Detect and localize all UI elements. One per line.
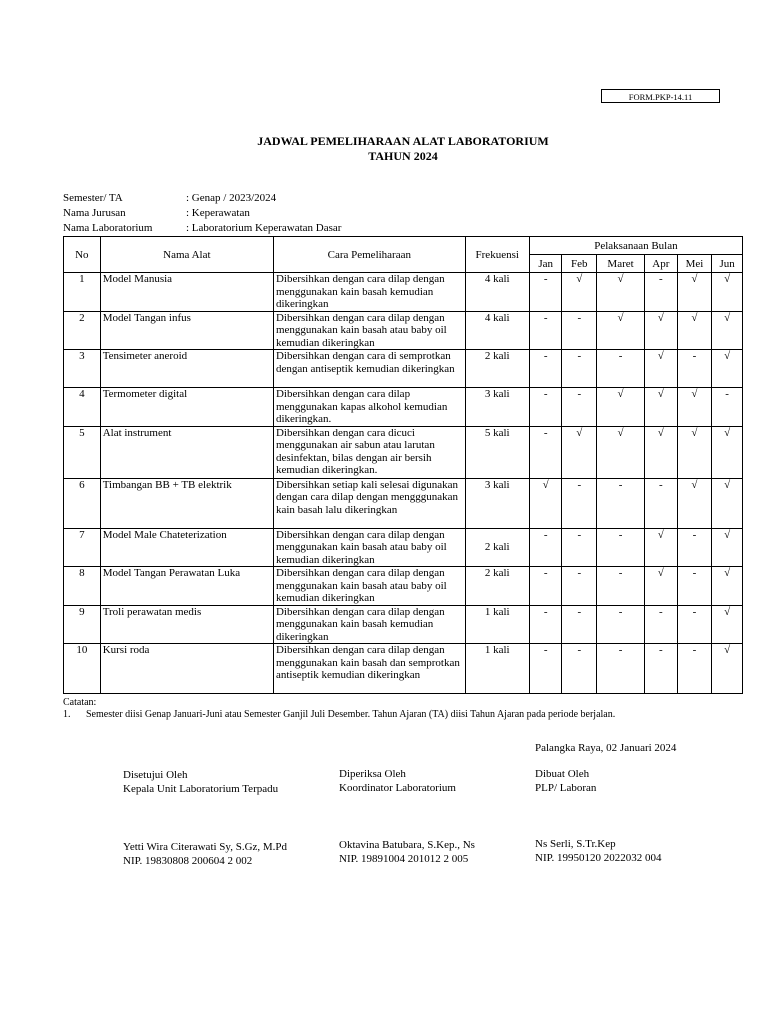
signature-checker [339, 767, 456, 795]
row-nama-alat: Model Tangan Perawatan Luka [100, 567, 273, 606]
row-frekuensi: 4 kali [465, 311, 529, 350]
table-row [64, 528, 743, 567]
signature-role: Dibuat Oleh [535, 768, 590, 780]
row-no: 1 [64, 273, 101, 312]
row-cara-pemeliharaan: Dibersihkan dengan cara dilap dengan menggunakan kain basah atau baby oil kemudian dikeringkan [273, 311, 465, 350]
row-month-status: √ [677, 388, 712, 427]
row-month-status: - [529, 426, 562, 478]
row-month-status: - [529, 644, 562, 694]
row-cara-pemeliharaan: Dibersihkan dengan cara di semprotkan dengan antiseptik kemudian dikeringkan [273, 350, 465, 388]
signature-name: Oktavina Batubara, S.Kep., Ns [339, 839, 475, 851]
header-no: No [64, 237, 101, 273]
signature-nip: NIP. 19830808 200604 2 002 [123, 855, 253, 867]
row-month-status: √ [597, 273, 645, 312]
row-frekuensi: 3 kali [465, 478, 529, 528]
row-month-status: - [562, 478, 597, 528]
info-label: Nama Jurusan [63, 207, 126, 219]
table-row [64, 567, 743, 606]
row-month-status: √ [712, 567, 743, 606]
row-nama-alat: Alat instrument [100, 426, 273, 478]
signature-position: PLP/ Laboran [535, 782, 597, 794]
info-value: : Keperawatan [186, 207, 250, 219]
row-no: 7 [64, 528, 101, 567]
row-month-status: √ [712, 426, 743, 478]
table-row [64, 350, 743, 388]
row-month-status: - [597, 644, 645, 694]
header-month: Maret [597, 255, 645, 273]
row-month-status: - [677, 644, 712, 694]
row-month-status: - [562, 644, 597, 694]
notes-item-number: 1. [63, 709, 71, 720]
row-month-status: - [712, 388, 743, 427]
row-frekuensi: 2 kali [465, 528, 529, 567]
row-month-status: - [562, 567, 597, 606]
row-month-status: √ [677, 478, 712, 528]
row-no: 6 [64, 478, 101, 528]
notes-item [63, 709, 615, 720]
row-cara-pemeliharaan: Dibersihkan dengan cara dilap dengan menggunakan kain basah dan semprotkan antiseptik kemudian dikeringkan [273, 644, 465, 694]
row-month-status: - [562, 605, 597, 644]
row-month-status: √ [645, 426, 678, 478]
row-month-status: - [597, 478, 645, 528]
row-frekuensi: 2 kali [465, 350, 529, 388]
header-month: Jan [529, 255, 562, 273]
row-month-status: √ [712, 350, 743, 388]
header-cara: Cara Pemeliharaan [273, 237, 465, 273]
row-month-status: - [645, 605, 678, 644]
notes-heading: Catatan: [63, 697, 97, 708]
row-month-status: - [562, 311, 597, 350]
row-nama-alat: Timbangan BB + TB elektrik [100, 478, 273, 528]
row-month-status: - [645, 273, 678, 312]
maintenance-schedule-table [63, 236, 743, 694]
header-month: Feb [562, 255, 597, 273]
table-row [64, 426, 743, 478]
row-month-status: - [597, 528, 645, 567]
signature-role: Disetujui Oleh [123, 769, 188, 781]
document-title: JADWAL PEMELIHARAAN ALAT LABORATORIUM [257, 134, 549, 148]
row-month-status: √ [645, 567, 678, 606]
row-month-status: - [562, 350, 597, 388]
row-month-status: √ [712, 273, 743, 312]
row-month-status: - [645, 478, 678, 528]
row-month-status: √ [712, 478, 743, 528]
signature-nip: NIP. 19891004 201012 2 005 [339, 853, 469, 865]
document-year: TAHUN 2024 [368, 149, 438, 163]
signature-nip: NIP. 19950120 2022032 004 [535, 852, 662, 864]
row-month-status: - [529, 388, 562, 427]
info-value: : Laboratorium Keperawatan Dasar [186, 222, 342, 234]
row-month-status: √ [712, 605, 743, 644]
row-no: 4 [64, 388, 101, 427]
table-row [64, 478, 743, 528]
row-month-status: √ [562, 273, 597, 312]
row-month-status: √ [645, 528, 678, 567]
row-month-status: - [677, 605, 712, 644]
row-month-status: - [597, 567, 645, 606]
notes-item-text: Semester diisi Genap Januari-Juni atau Semester Ganjil Juli Desember. Tahun Ajaran (TA) diisi Tahun Ajaran pada periode berjalan. [86, 709, 616, 720]
table-row [64, 605, 743, 644]
header-month: Apr [645, 255, 678, 273]
row-cara-pemeliharaan: Dibersihkan dengan cara dilap dengan menggunakan kain basah atau baby oil kemudian dikeringkan [273, 528, 465, 567]
row-frekuensi: 1 kali [465, 644, 529, 694]
row-month-status: √ [597, 311, 645, 350]
row-no: 9 [64, 605, 101, 644]
header-frekuensi: Frekuensi [465, 237, 529, 273]
row-month-status: - [677, 528, 712, 567]
signature-maker [535, 767, 596, 795]
row-nama-alat: Model Manusia [100, 273, 273, 312]
row-cara-pemeliharaan: Dibersihkan dengan cara dilap menggunakan kapas alkohol kemudian dikeringkan. [273, 388, 465, 427]
info-value: : Genap / 2023/2024 [186, 192, 277, 204]
row-month-status: - [677, 567, 712, 606]
signature-maker-name-block [535, 837, 662, 865]
table-row [64, 644, 743, 694]
row-month-status: - [597, 350, 645, 388]
header-month: Jun [712, 255, 743, 273]
signature-position: Koordinator Laboratorium [339, 782, 456, 794]
signature-role: Diperiksa Oleh [339, 768, 406, 780]
row-month-status: - [677, 350, 712, 388]
row-month-status: √ [645, 311, 678, 350]
row-month-status: √ [645, 388, 678, 427]
row-nama-alat: Tensimeter aneroid [100, 350, 273, 388]
row-no: 3 [64, 350, 101, 388]
row-no: 5 [64, 426, 101, 478]
info-semester [63, 191, 276, 206]
row-cara-pemeliharaan: Dibersihkan setiap kali selesai digunakan dengan cara dilap dengan mengggunakan kain basah lalu dikeringkan [273, 478, 465, 528]
row-month-status: √ [645, 350, 678, 388]
row-month-status: - [645, 644, 678, 694]
row-frekuensi: 3 kali [465, 388, 529, 427]
row-cara-pemeliharaan: Dibersihkan dengan cara dilap dengan menggunakan kain basah kemudian dikeringkan [273, 273, 465, 312]
form-code: FORM.PKP-14.11 [601, 89, 720, 103]
table-row [64, 388, 743, 427]
row-month-status: √ [712, 528, 743, 567]
row-nama-alat: Model Tangan infus [100, 311, 273, 350]
table-row [64, 311, 743, 350]
info-label: Semester/ TA [63, 192, 123, 204]
row-month-status: - [529, 273, 562, 312]
signature-approver [123, 768, 278, 796]
row-cara-pemeliharaan: Dibersihkan dengan cara dilap dengan menggunakan kain basah kemudian dikeringkan [273, 605, 465, 644]
header-pelaksanaan: Pelaksanaan Bulan [529, 237, 742, 255]
row-month-status: - [562, 528, 597, 567]
row-month-status: √ [712, 644, 743, 694]
row-month-status: √ [712, 311, 743, 350]
row-no: 10 [64, 644, 101, 694]
place-date: Palangka Raya, 02 Januari 2024 [535, 742, 677, 754]
signature-checker-name-block [339, 838, 475, 866]
signature-name: Yetti Wira Citerawati Sy, S.Gz, M.Pd [123, 841, 288, 853]
row-month-status: - [529, 350, 562, 388]
row-nama-alat: Troli perawatan medis [100, 605, 273, 644]
row-month-status: √ [677, 311, 712, 350]
info-laboratorium [63, 221, 341, 236]
row-month-status: √ [562, 426, 597, 478]
row-month-status: √ [677, 273, 712, 312]
row-cara-pemeliharaan: Dibersihkan dengan cara dicuci menggunakan air sabun atau larutan desinfektan, bilas dengan air bersih kemudian dikeringkan. [273, 426, 465, 478]
row-month-status: - [529, 605, 562, 644]
signature-name: Ns Serli, S.Tr.Kep [535, 838, 616, 850]
row-month-status: √ [597, 426, 645, 478]
row-nama-alat: Termometer digital [100, 388, 273, 427]
row-no: 8 [64, 567, 101, 606]
info-jurusan [63, 206, 250, 221]
row-month-status: - [562, 388, 597, 427]
row-no: 2 [64, 311, 101, 350]
info-label: Nama Laboratorium [63, 222, 153, 234]
row-frekuensi: 4 kali [465, 273, 529, 312]
row-month-status: √ [529, 478, 562, 528]
row-frekuensi: 2 kali [465, 567, 529, 606]
row-month-status: - [529, 567, 562, 606]
signature-approver-name-block [123, 840, 287, 868]
row-month-status: - [529, 311, 562, 350]
row-cara-pemeliharaan: Dibersihkan dengan cara dilap dengan menggunakan kain basah atau baby oil kemudian dikeringkan [273, 567, 465, 606]
row-nama-alat: Kursi roda [100, 644, 273, 694]
table-row [64, 273, 743, 312]
row-month-status: - [529, 528, 562, 567]
header-month: Mei [677, 255, 712, 273]
row-frekuensi: 1 kali [465, 605, 529, 644]
signature-position: Kepala Unit Laboratorium Terpadu [123, 783, 279, 795]
row-nama-alat: Model Male Chateterization [100, 528, 273, 567]
row-month-status: √ [597, 388, 645, 427]
row-frekuensi: 5 kali [465, 426, 529, 478]
header-nama-alat: Nama Alat [100, 237, 273, 273]
row-month-status: - [597, 605, 645, 644]
row-month-status: √ [677, 426, 712, 478]
